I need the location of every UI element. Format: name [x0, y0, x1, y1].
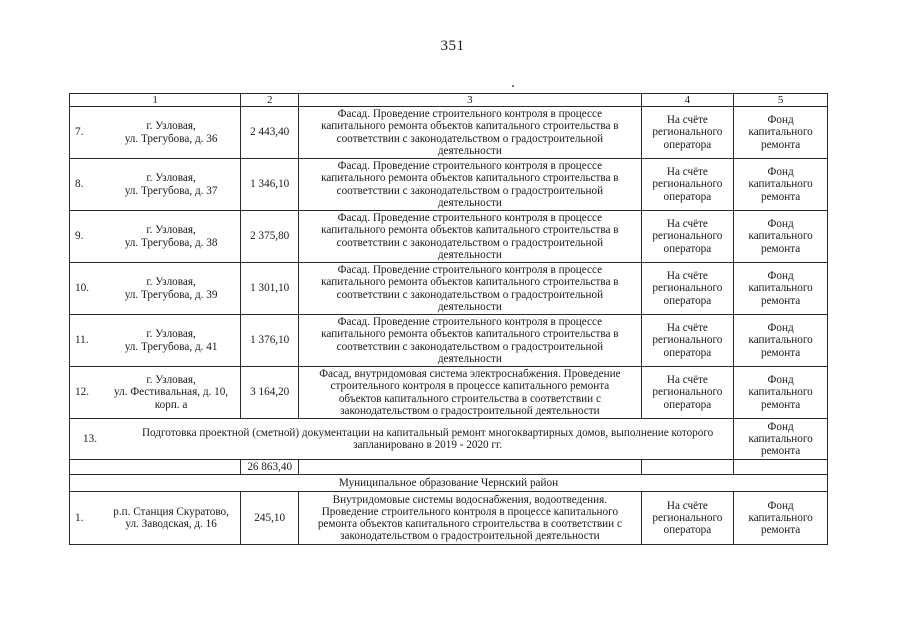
work-line: деятельности [437, 196, 502, 209]
area-cell: 245,10 [241, 492, 299, 545]
total-area: 26 863,40 [241, 460, 299, 475]
section-row [70, 475, 828, 492]
address-line: г. Узловая, [146, 276, 196, 289]
fund-cell [734, 315, 828, 367]
header-cell: 1 [70, 94, 241, 107]
address-line: р.п. Станция Скуратово, [113, 505, 229, 518]
source-line: оператора [663, 524, 712, 537]
area-cell: 2 443,40 [241, 107, 299, 159]
source-line: оператора [663, 294, 712, 307]
address-line: г. Узловая, [146, 224, 196, 237]
table-header-row [70, 94, 828, 107]
fund-line: Фонд [767, 114, 794, 127]
fund-cell [734, 159, 828, 211]
source-line: регионального [652, 511, 723, 524]
row-number: 13. [83, 432, 97, 445]
area-cell: 3 164,20 [241, 367, 299, 419]
source-cell [641, 159, 734, 211]
fund-line: капитального [748, 126, 813, 139]
empty-cell [734, 460, 828, 475]
source-line: оператора [663, 138, 712, 151]
address-line: г. Узловая, [146, 120, 196, 133]
address-line: ул. Фестивальная, д. 10, [114, 386, 229, 399]
address-line: ул. Трегубова, д. 39 [124, 288, 218, 301]
page-number: 351 [440, 38, 465, 54]
work-line: соответствии с законодательством о градостроительной [336, 288, 604, 301]
design-docs-cell [70, 419, 734, 460]
fund-line: ремонта [761, 445, 801, 458]
source-line: На счёте [666, 374, 708, 387]
work-line: законодательством о градостроительной деятельности [340, 404, 600, 417]
fund-line: капитального [748, 334, 813, 347]
area-cell: 1 346,10 [241, 159, 299, 211]
work-line: капитального ремонта объектов капитального строительства в [321, 172, 619, 185]
table-row [70, 263, 828, 315]
source-line: оператора [663, 398, 712, 411]
work-cell [299, 263, 641, 315]
address-cell [70, 492, 241, 545]
source-cell [641, 107, 734, 159]
work-line: объектов капитального строительства в соответствии с [338, 392, 601, 405]
source-line: регионального [652, 282, 723, 295]
address-cell [70, 211, 241, 263]
source-line: На счёте [666, 322, 708, 335]
row13-text-line: Подготовка проектной (сметной) документации на капитальный ремонт многоквартирных домов, выполнение которого [141, 426, 714, 439]
address-cell [70, 263, 241, 315]
source-line: оператора [663, 242, 712, 255]
work-line: Фасад. Проведение строительного контроля в процессе [337, 212, 603, 225]
work-line: Фасад, внутридомовая система электроснабжения. Проведение [319, 368, 621, 381]
fund-line: ремонта [761, 346, 801, 359]
fund-line: капитального [748, 230, 813, 243]
scan-dot [512, 85, 514, 87]
source-line: На счёте [666, 218, 708, 231]
table-row [70, 107, 828, 159]
source-line: оператора [663, 190, 712, 203]
row-number: 8. [75, 178, 84, 191]
work-line: Фасад. Проведение строительного контроля в процессе [337, 264, 603, 277]
table-body [70, 107, 828, 419]
work-line: Фасад. Проведение строительного контроля в процессе [337, 160, 603, 173]
empty-cell [641, 460, 734, 475]
source-cell [641, 211, 734, 263]
row-number: 9. [75, 230, 84, 243]
header-cell: 3 [299, 94, 641, 107]
fund-line: капитального [748, 432, 813, 445]
source-line: регионального [652, 386, 723, 399]
fund-cell [734, 419, 828, 460]
address-line: ул. Трегубова, д. 41 [124, 340, 218, 353]
address-cell [70, 367, 241, 419]
area-cell: 1 376,10 [241, 315, 299, 367]
work-line: строительного контроля в процессе капитального ремонта [330, 380, 610, 393]
fund-cell [734, 211, 828, 263]
source-line: На счёте [666, 166, 708, 179]
table-row [70, 367, 828, 419]
address-cell [70, 159, 241, 211]
fund-line: ремонта [761, 190, 801, 203]
address-line: г. Узловая, [146, 328, 196, 341]
address-cell [70, 107, 241, 159]
fund-cell [734, 367, 828, 419]
source-cell [641, 492, 734, 545]
fund-line: ремонта [761, 138, 801, 151]
address-line: ул. Трегубова, д. 36 [124, 132, 218, 145]
source-line: На счёте [666, 270, 708, 283]
row-number: 10. [75, 282, 89, 295]
table-row [70, 315, 828, 367]
fund-line: Фонд [767, 270, 794, 283]
repair-plan-table [69, 93, 828, 545]
work-line: капитального ремонта объектов капитального строительства в [321, 120, 619, 133]
address-line: ул. Трегубова, д. 38 [124, 236, 218, 249]
fund-line: капитального [748, 511, 813, 524]
source-line: регионального [652, 178, 723, 191]
source-line: На счёте [666, 499, 708, 512]
header-cell: 4 [641, 94, 734, 107]
work-line: Проведение строительного контроля в процессе капитального [321, 505, 619, 518]
address-line: ул. Трегубова, д. 37 [124, 184, 218, 197]
address-line: ул. Заводская, д. 16 [125, 518, 217, 530]
fund-line: Фонд [767, 166, 794, 179]
area-cell: 1 301,10 [241, 263, 299, 315]
work-line: капитального ремонта объектов капитального строительства в [321, 328, 619, 341]
work-line: соответствии с законодательством о градостроительной [336, 132, 604, 145]
row-number: 7. [75, 126, 84, 139]
fund-line: ремонта [761, 242, 801, 255]
address-line: корп. а [154, 398, 188, 411]
fund-line: Фонд [767, 322, 794, 335]
work-cell [299, 211, 641, 263]
source-cell [641, 263, 734, 315]
work-line: соответствии с законодательством о градостроительной [336, 184, 604, 197]
work-line: Фасад. Проведение строительного контроля в процессе [337, 108, 603, 121]
address-line: г. Узловая, [146, 172, 196, 185]
address-line: г. Узловая, [146, 374, 196, 387]
source-line: регионального [652, 334, 723, 347]
work-line: Внутридомовые системы водоснабжения, водоотведения. [332, 493, 608, 506]
fund-line: капитального [748, 178, 813, 191]
work-line: деятельности [437, 144, 502, 157]
fund-cell [734, 107, 828, 159]
empty-cell [299, 460, 641, 475]
table-row-13 [70, 419, 828, 460]
fund-line: капитального [748, 386, 813, 399]
fund-line: капитального [748, 282, 813, 295]
source-cell [641, 315, 734, 367]
area-cell: 2 375,80 [241, 211, 299, 263]
total-row [70, 460, 828, 475]
work-line: соответствии с законодательством о градостроительной [336, 236, 604, 249]
fund-line: Фонд [767, 420, 794, 433]
work-line: соответствии с законодательством о градостроительной [336, 340, 604, 353]
work-cell [299, 492, 641, 545]
header-cell: 5 [734, 94, 828, 107]
work-cell [299, 367, 641, 419]
fund-line: ремонта [761, 294, 801, 307]
work-cell [299, 107, 641, 159]
row-number: 11. [75, 334, 89, 347]
source-line: регионального [652, 126, 723, 139]
fund-line: Фонд [767, 218, 794, 231]
work-line: Фасад. Проведение строительного контроля в процессе [337, 316, 603, 329]
empty-cell [70, 460, 241, 475]
section-title: Муниципальное образование Чернский район [70, 475, 828, 492]
source-line: На счёте [666, 114, 708, 127]
work-line: деятельности [437, 248, 502, 261]
address-cell [70, 315, 241, 367]
source-cell [641, 367, 734, 419]
table-row [70, 211, 828, 263]
work-cell [299, 315, 641, 367]
work-cell [299, 159, 641, 211]
work-line: деятельности [437, 300, 502, 313]
fund-line: ремонта [761, 398, 801, 411]
fund-line: Фонд [767, 499, 794, 512]
header-cell: 2 [241, 94, 299, 107]
fund-line: ремонта [761, 524, 801, 537]
work-line: капитального ремонта объектов капитального строительства в [321, 276, 619, 289]
source-line: регионального [652, 230, 723, 243]
work-line: ремонта объектов капитального строительства в соответствии с [317, 518, 622, 530]
work-line: капитального ремонта объектов капитального строительства в [321, 224, 619, 237]
row-number: 1. [75, 511, 84, 524]
table-row [70, 492, 828, 545]
source-line: оператора [663, 346, 712, 359]
row-number: 12. [75, 386, 89, 399]
fund-cell [734, 263, 828, 315]
table-row [70, 159, 828, 211]
fund-line: Фонд [767, 374, 794, 387]
row13-text-line: запланировано в 2019 - 2020 гг. [353, 439, 503, 451]
work-line: деятельности [437, 352, 502, 365]
fund-cell [734, 492, 828, 545]
work-line: законодательством о градостроительной деятельности [340, 530, 600, 543]
